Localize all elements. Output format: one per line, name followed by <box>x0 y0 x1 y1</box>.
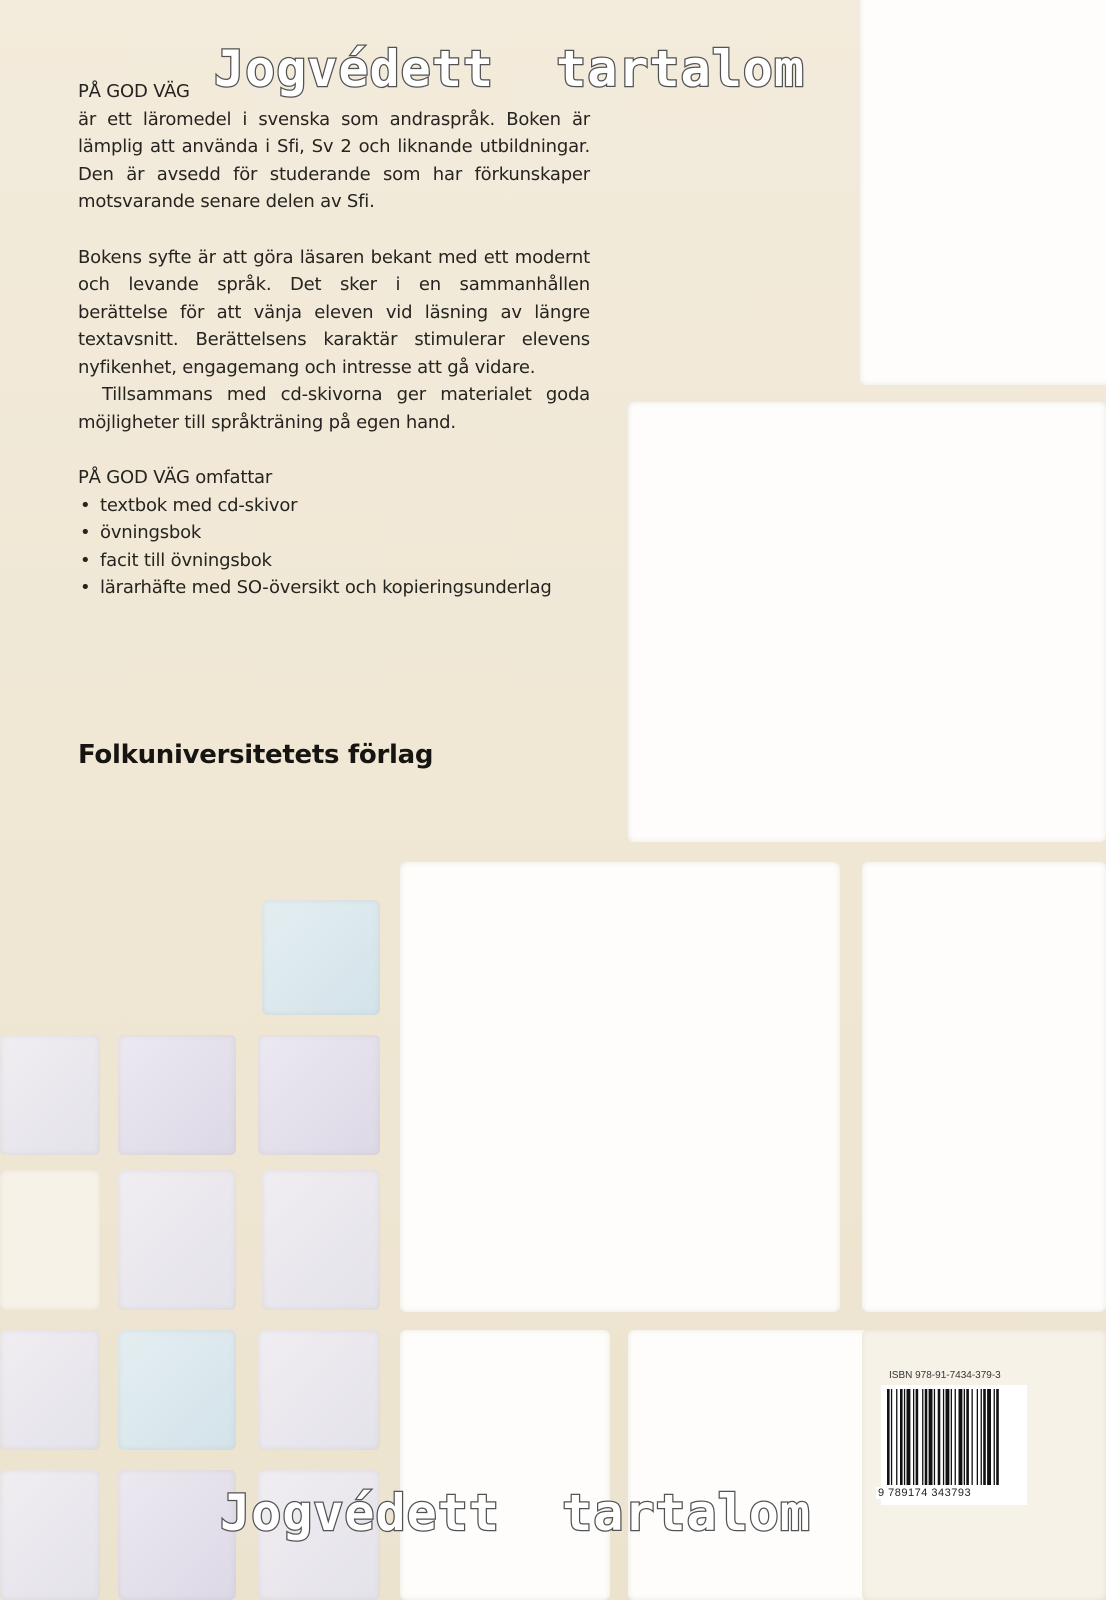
blurb-text <box>78 78 590 602</box>
barcode-bar <box>981 1389 982 1485</box>
barcode-bar <box>994 1389 995 1485</box>
tile <box>258 1330 380 1450</box>
barcode-bar <box>891 1389 892 1485</box>
barcode-bar <box>900 1389 903 1485</box>
barcode-bar <box>925 1389 928 1485</box>
barcode-bar <box>943 1389 944 1485</box>
tile <box>0 1470 100 1600</box>
tile <box>0 1035 100 1155</box>
tile <box>0 1170 100 1310</box>
contents-list <box>78 492 590 602</box>
series-title: PÅ GOD VÄG <box>78 81 190 102</box>
barcode-bar <box>907 1389 911 1485</box>
barcode-bar <box>983 1389 986 1485</box>
tile <box>860 0 1106 385</box>
barcode-bar <box>972 1389 973 1485</box>
barcode-bar <box>929 1389 933 1485</box>
barcode-bar <box>955 1389 956 1485</box>
tile <box>118 1330 236 1450</box>
list-item: • övningsbok <box>78 519 590 547</box>
barcode-bar <box>916 1389 919 1485</box>
paragraph-intro: är ett läromedel i svenska som andraspråk. Boken är lämplig att använda i Sfi, Sv 2 och liknande utbildningar. Den är avsedd för studerande som har förkunskaper motsvarande senare delen av Sfi. <box>78 108 590 212</box>
isbn-text: ISBN 978-91-7434-379-3 <box>889 1370 1001 1381</box>
barcode-digits: 9 789174 343793 <box>878 1487 972 1499</box>
barcode-bar <box>913 1389 914 1485</box>
barcode-bar <box>996 1389 999 1485</box>
barcode-bar <box>922 1389 923 1485</box>
barcode-bar <box>966 1389 969 1485</box>
tile <box>258 1035 380 1155</box>
barcode-bar <box>934 1389 935 1485</box>
tile <box>628 1330 868 1600</box>
barcode-bar <box>987 1389 991 1485</box>
paragraph-purpose: Bokens syfte är att göra läsaren bekant med ett modernt och levande språk. Det sker i en sammanhållen berättelse för att vänja eleven vid läsning av längre textavsnitt. Berättelsens karaktär stimulerar elevens nyfikenhet, engagemang och intresse att gå vidare. <box>78 246 590 378</box>
tile <box>262 1170 380 1310</box>
barcode-bar <box>896 1389 897 1485</box>
publisher-name: Folkuniversitetets förlag <box>78 740 434 770</box>
list-item: • lärarhäfte med SO-översikt och kopieringsunderlag <box>78 574 590 602</box>
tile <box>262 900 380 1015</box>
list-item: • textbok med cd-skivor <box>78 492 590 520</box>
tile <box>862 862 1106 1312</box>
barcode-bar <box>946 1389 950 1485</box>
barcode-bar <box>904 1389 905 1485</box>
tile <box>0 1330 100 1450</box>
tile <box>118 1035 236 1155</box>
tile <box>628 402 1106 842</box>
watermark-top: Jogvédett tartalom <box>214 40 805 98</box>
barcode-bar <box>964 1389 965 1485</box>
barcode-bars <box>885 1389 1023 1485</box>
barcode-bar <box>887 1389 890 1485</box>
list-intro: PÅ GOD VÄG omfattar <box>78 467 273 488</box>
list-item: • facit till övningsbok <box>78 547 590 575</box>
watermark-bottom: Jogvédett tartalom <box>220 1484 811 1542</box>
barcode-bar <box>977 1389 978 1485</box>
tile <box>400 862 840 1312</box>
barcode-bar <box>959 1389 963 1485</box>
paragraph-cd: Tillsammans med cd-skivorna ger materialet goda möjligheter till språkträning på egen hand. <box>78 384 590 433</box>
barcode-bar <box>951 1389 952 1485</box>
tile <box>118 1470 236 1600</box>
tile <box>400 1330 610 1600</box>
tile <box>118 1170 236 1310</box>
barcode-bar <box>938 1389 941 1485</box>
